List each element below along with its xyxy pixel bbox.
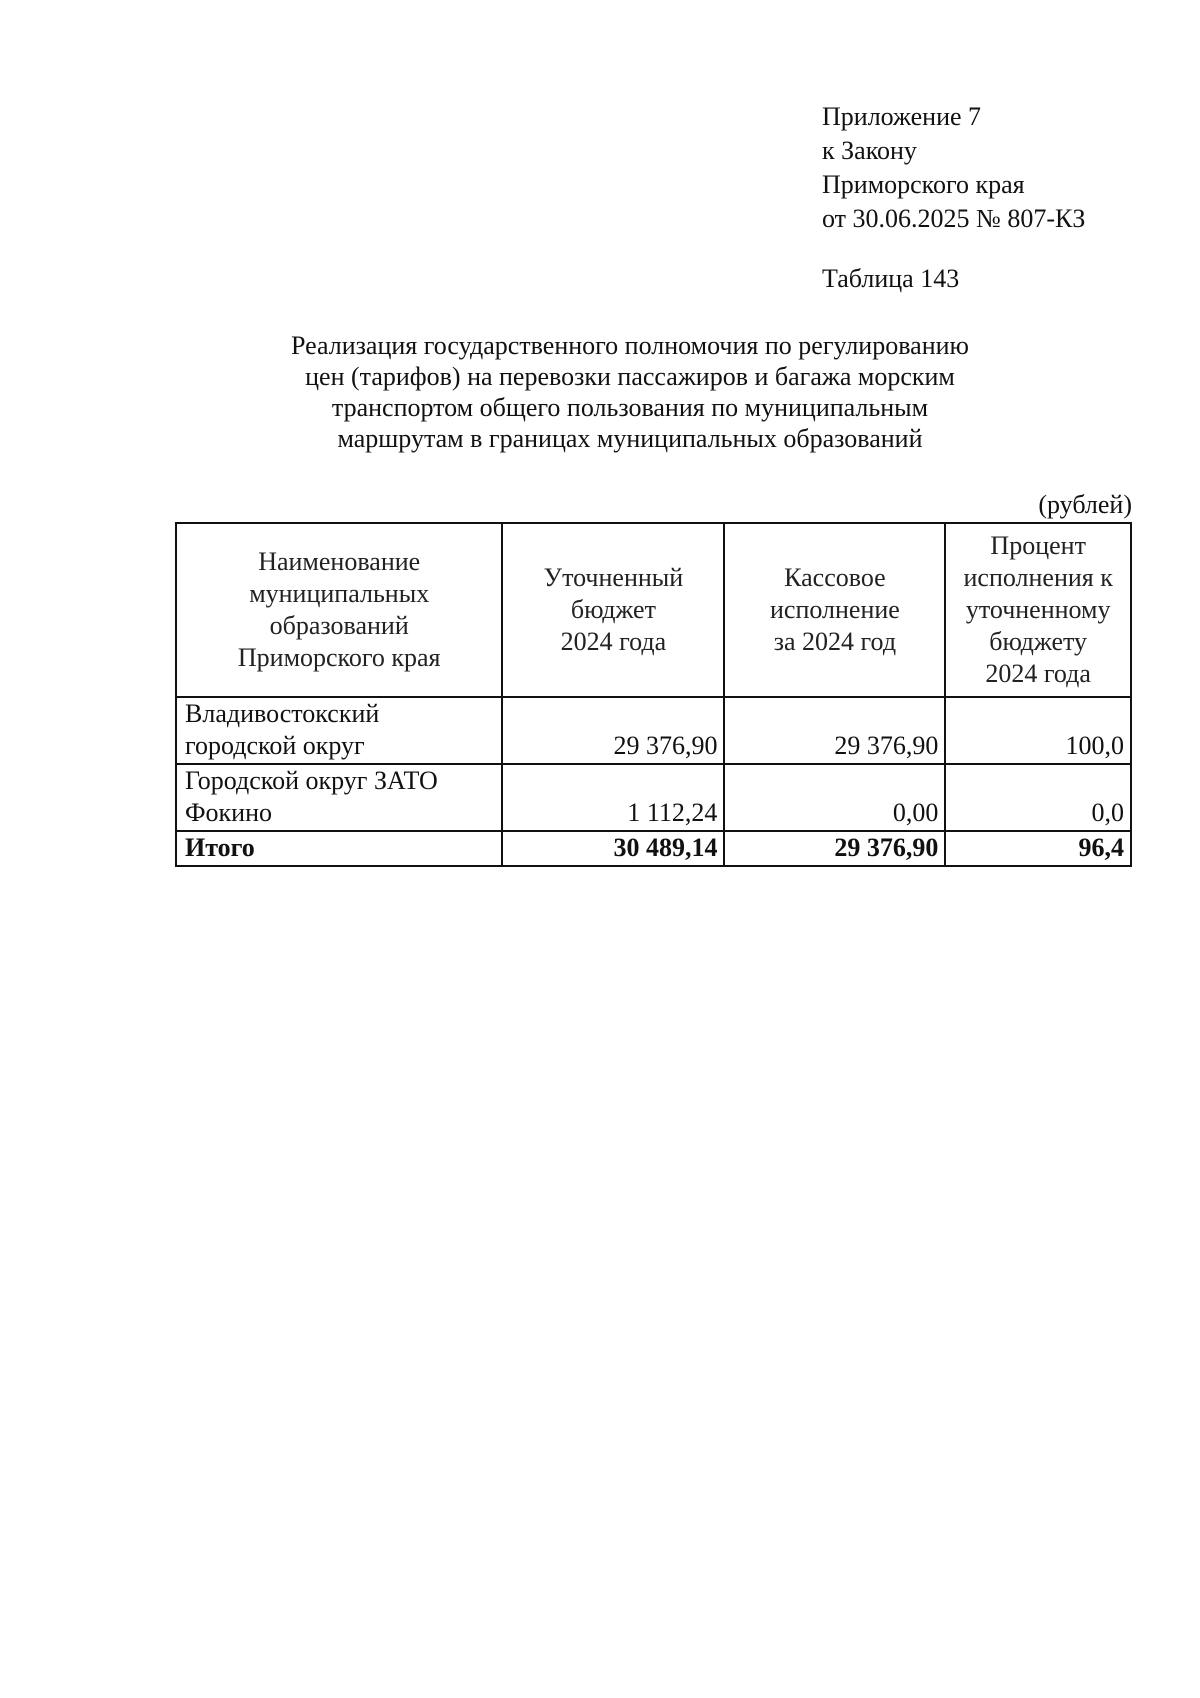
header-line: бюджету: [989, 627, 1088, 656]
appendix-line: к Закону: [822, 136, 917, 165]
title-line: маршрутам в границах муниципальных образований: [337, 424, 923, 453]
appendix-line: от 30.06.2025 № 807-КЗ: [822, 204, 1086, 233]
header-line: Наименование: [258, 547, 421, 576]
budget-table: [175, 522, 1132, 867]
total-percent-value: 96,4: [945, 831, 1131, 866]
name-line: Городской округ ЗАТО: [185, 766, 438, 795]
row-percent-value: 100,0: [945, 697, 1131, 764]
header-line: исполнение: [769, 595, 900, 624]
header-line: Кассовое: [784, 563, 886, 592]
row-percent-value: 0,0: [945, 764, 1131, 831]
appendix-reference: [822, 100, 1085, 236]
table-row: [176, 697, 1131, 764]
header-municipality: [176, 523, 502, 697]
appendix-line: Приложение 7: [822, 102, 982, 131]
row-municipality-name: [176, 697, 502, 764]
row-budget-value: 1 112,24: [502, 764, 724, 831]
title-line: цен (тарифов) на перевозки пассажиров и багажа морским: [305, 362, 955, 391]
header-line: образований: [269, 611, 409, 640]
total-budget-value: 30 489,14: [502, 831, 724, 866]
row-execution-value: 29 376,90: [724, 697, 945, 764]
name-line: Владивостокский: [185, 699, 380, 728]
header-execution: [724, 523, 945, 697]
total-label: Итого: [176, 831, 502, 866]
title-line: транспортом общего пользования по муниципальным: [331, 393, 929, 422]
name-line: Фокино: [185, 798, 273, 827]
document-title: [230, 330, 1030, 454]
table-header-row: [176, 523, 1131, 697]
row-municipality-name: [176, 764, 502, 831]
row-budget-value: 29 376,90: [502, 697, 724, 764]
title-line: Реализация государственного полномочия по регулированию: [291, 331, 969, 360]
header-budget: [502, 523, 724, 697]
row-execution-value: 0,00: [724, 764, 945, 831]
header-percent: [945, 523, 1131, 697]
header-line: бюджет: [570, 595, 656, 624]
header-line: Приморского края: [237, 643, 441, 672]
table-number: Таблица 143: [822, 264, 960, 293]
header-line: исполнения к: [963, 563, 1113, 592]
total-execution-value: 29 376,90: [724, 831, 945, 866]
header-line: 2024 года: [560, 627, 667, 656]
header-line: за 2024 год: [773, 627, 897, 656]
appendix-line: Приморского края: [822, 170, 1025, 199]
table-row: [176, 764, 1131, 831]
header-line: муниципальных: [249, 579, 430, 608]
unit-label: (рублей): [1038, 490, 1132, 519]
header-line: Процент: [990, 531, 1086, 560]
name-line: городской округ: [185, 731, 365, 760]
header-line: Уточненный: [543, 563, 684, 592]
table-total-row: [176, 831, 1131, 866]
header-line: 2024 года: [985, 659, 1091, 688]
header-line: уточненному: [965, 595, 1111, 624]
